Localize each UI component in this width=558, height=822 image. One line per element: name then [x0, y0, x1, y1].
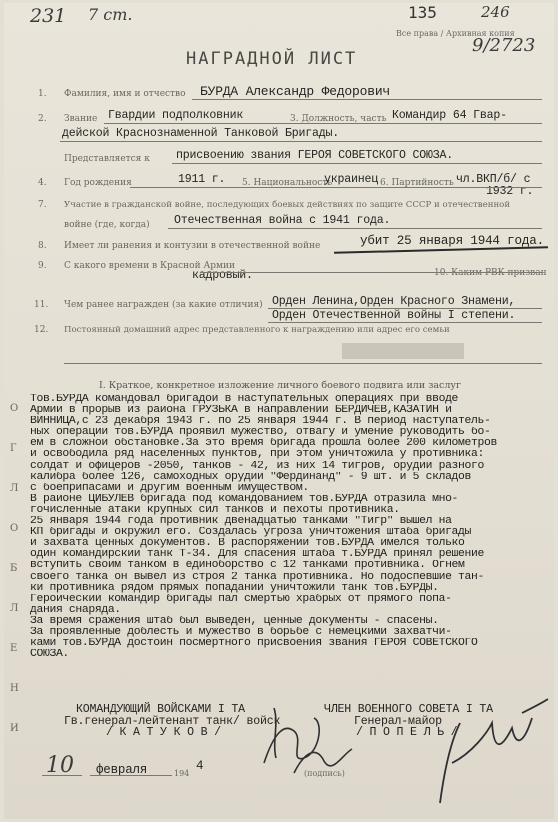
right-signatory-title: ЧЛЕН ВОЕННОГО СОВЕТА I ТА	[324, 703, 493, 716]
document-title: НАГРАДНОЙ ЛИСТ	[186, 49, 358, 69]
presented-value: присвоению звания ГЕРОЯ СОВЕТСКОГО СОЮЗА.	[176, 149, 454, 162]
record-id: 9/2723	[472, 35, 536, 56]
margin-mark: Л	[10, 603, 19, 614]
body-line: 25 января 1944 года противник двенадцатью танками "Тигр" вышел на	[30, 516, 452, 528]
margin-mark: И	[10, 723, 19, 734]
stamp-number: 135	[408, 3, 437, 22]
field-12-num: 12.	[34, 325, 49, 335]
body-line: ем в сложной обстановке.За это время бригада прошла более 200 километров	[30, 438, 497, 450]
field-2-label: Звание	[64, 114, 98, 124]
archive-mark: 7 ст.	[88, 5, 133, 24]
margin-mark: Н	[10, 683, 19, 694]
body-line: СОЮЗА.	[30, 649, 69, 661]
award-sheet	[4, 3, 554, 819]
margin-mark: О	[10, 403, 19, 414]
presented-label: Представляется к	[64, 154, 150, 164]
margin-mark: Г	[10, 443, 17, 454]
body-line: гочисленные атаки крупных сил танков и пехоты противника.	[30, 504, 400, 516]
body-line: вступить своим танком в единоборство с 12 танками противника. Огнем	[30, 560, 465, 572]
margin-mark: О	[10, 523, 19, 534]
field-7-label: Участие в гражданской войне, последующих боевых действиях по защите СССР и отечественной	[64, 200, 511, 210]
field-11-value: Орден Ленина,Орден Красного Знамени,	[272, 295, 516, 308]
field-7-num: 7.	[38, 200, 47, 210]
margin-mark: Б	[10, 563, 18, 574]
sheet-number: 246	[481, 3, 510, 21]
field-4-value: 1911 г.	[178, 173, 226, 186]
signature-left	[254, 703, 364, 783]
body-line: Тов.БУРДА командовал бригадой в наступательных операциях при вводе	[30, 394, 459, 405]
left-signatory-title: КОМАНДУЮЩИЙ ВОЙСКАМИ I ТА	[76, 703, 245, 716]
body-line: За проявленные доблесть и мужество в борьбе с немецкими захватчи-	[30, 626, 452, 638]
field-6-label: 6. Партийность	[380, 178, 454, 188]
body-line: ВИННИЦА,с 23 декабря 1943 г. по 25 января 1944 г. В период наступатель-	[30, 416, 491, 428]
field-2-num: 2.	[38, 114, 47, 124]
field-3-label: 3. Должность, часть	[290, 114, 387, 124]
field-5-value: украинец	[324, 173, 379, 186]
body-line: солдат и офицеров -2050, танков - 42, из них 14 тигров, орудий разного	[30, 460, 484, 472]
left-signatory-name: / К А Т У К О В /	[106, 726, 221, 739]
field-6-value: чл.ВКП/б/ с	[456, 173, 531, 186]
field-6-value-year: 1932 г.	[486, 185, 534, 198]
body-line: калибра более 126, самоходных орудий "Фердинанд" - 9 шт. и 5 складов	[30, 471, 472, 483]
body-line: и захвата ценных документов. В распоряжении тов.БУРДА имелся только	[30, 538, 465, 550]
field-4-label: Год рождения	[64, 178, 132, 188]
field-8-value: убит 25 января 1944 года.	[360, 234, 544, 248]
field-9-label: С какого времени в Красной Армии	[64, 261, 236, 271]
left-signatory-rank: Гв.генерал-лейтенант танк/ войск	[64, 715, 281, 728]
body-line: За время сражения штаб был выведен, ценные документы - спасены.	[30, 615, 439, 627]
margin-mark: Л	[10, 483, 19, 494]
field-1-value: БУРДА Александр Федорович	[200, 84, 391, 99]
field-11-label: Чем ранее награжден (за какие отличия)	[64, 300, 263, 310]
archive-note: Все права / Архивная копия	[396, 29, 515, 38]
margin-mark: Е	[10, 643, 18, 654]
body-line: своего танка он вывел из строя 2 танка противника. Но подоспевшие тан-	[30, 571, 484, 583]
field-11-value-cont: Орден Отечественной войны I степени.	[272, 309, 516, 322]
field-11-num: 11.	[34, 300, 49, 310]
field-8-num: 8.	[38, 241, 47, 251]
date-day: 10	[46, 753, 74, 778]
date-month: февраля	[96, 763, 148, 777]
body-line: КП бригады и окружил его. Создалась угроза уничтожения штаба бригады	[30, 527, 472, 539]
body-line: ных операций тов.БУРДА проявил мужество, отвагу и умение руководить бо-	[30, 427, 491, 439]
body-line: один командирский танк Т-34. Для спасения штаба т.БУРДА принял решение	[30, 549, 484, 561]
field-1-label: Фамилия, имя и отчество	[64, 89, 186, 99]
field-3-value: Командир 64 Гвар-	[392, 109, 507, 122]
field-9-num: 9.	[38, 261, 47, 271]
field-5-label: 5. Национальность	[242, 178, 333, 188]
body-line: дания снаряда.	[30, 604, 121, 616]
field-2-value: Гвардии подполковник	[108, 109, 244, 122]
archive-number: 231	[30, 5, 67, 27]
body-line: ки противника рядом прямых попаданий уничтожили танк тов.БУРДЫ.	[30, 582, 439, 594]
feat-description	[30, 394, 556, 660]
right-signatory-rank: Генерал-майор	[354, 715, 442, 728]
date-year-prefix: 194	[174, 769, 190, 778]
right-signatory-name: / П О П Е Л Ь /	[356, 726, 458, 739]
field-1-num: 1.	[38, 89, 47, 99]
section-heading: I. Краткое, конкретное изложение личного боевого подвига или заслуг	[99, 380, 461, 391]
field-7-label-cont: войне (где, когда)	[64, 220, 150, 230]
field-8-label: Имеет ли ранения и контузии в отечественной войне	[64, 241, 321, 251]
body-line: В районе ЦИБУЛЕВ бригада под командованием тов.БУРДА отразила мно-	[30, 493, 459, 505]
body-line: ками тов.БУРДА достоин посмертного присвоения звания ГЕРОЯ СОВЕТСКОГО	[30, 638, 478, 650]
date-year-suffix: 4	[196, 759, 204, 773]
field-10-label: 10. Каким РВК призван	[434, 268, 547, 278]
body-line: и освободила ряд населенных пунктов, при этом уничтожила у противника:	[30, 449, 484, 461]
redacted-address	[342, 343, 464, 359]
field-12-label: Постоянный домашний адрес представленного к награждению или адрес его семьи	[64, 325, 450, 335]
body-line: Армии в прорыв из района ГРУЗЬКА в направлении БЕРДИЧЕВ,КАЗАТИН и	[30, 405, 452, 417]
signature-caption: (подпись)	[304, 769, 345, 778]
field-4-num: 4.	[38, 178, 47, 188]
signature-right	[432, 693, 552, 813]
field-7-value: Отечественная война с 1941 года.	[174, 214, 391, 227]
field-3-value-cont: дейской Краснознаменной Танковой Бригады.	[62, 127, 340, 140]
body-line: с боеприпасами и другим военным имуществом.	[30, 482, 309, 494]
body-line: Героический командир бригады пал смертью храбрых от прямого попа-	[30, 593, 452, 605]
field-9-value: кадровый.	[192, 269, 253, 282]
